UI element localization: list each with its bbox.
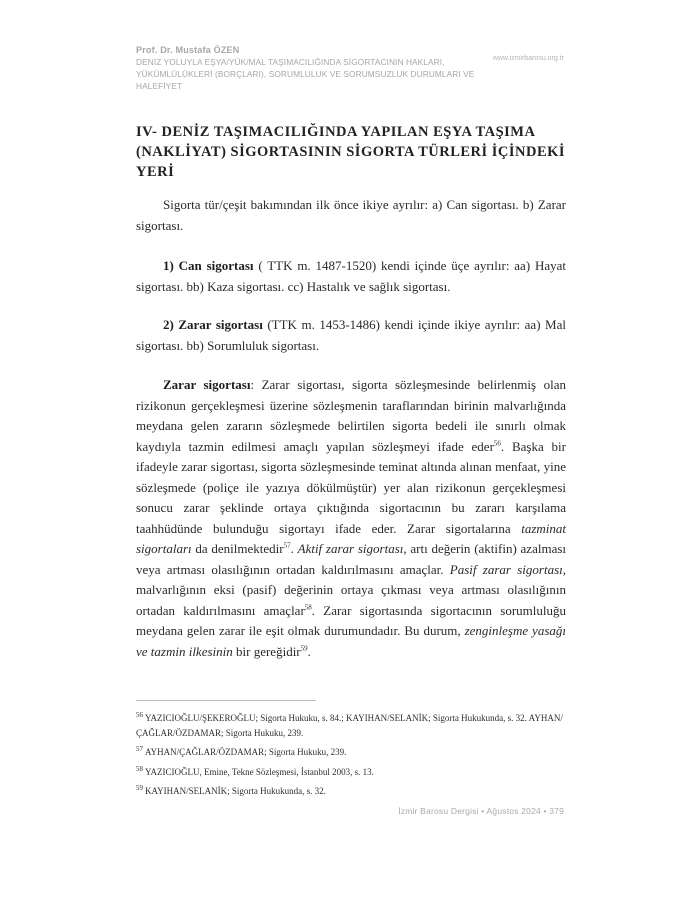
running-header-url[interactable]: www.izmirbarosu.org.tr <box>492 55 564 62</box>
footnote-separator <box>136 700 316 701</box>
footnote-number: 58 <box>136 765 143 773</box>
running-header-title: DENİZ YOLUYLA EŞYA/YÜK/MAL TAŞIMACILIĞINDA SİGORTACININ HAKLARI, YÜKÜMLÜLÜKLERİ (BORÇLARI), SORUMLULUK VE SORUMSUZLUK DURUMLARI VE HALEFİYET <box>136 57 475 91</box>
footnote-ref-56[interactable]: 56 <box>493 439 501 448</box>
footnote-58 <box>136 765 566 780</box>
paragraph-text: . Zarar sigortasında sigortacının sorumluluğu meydana gelen zarar ile eşit olmak durumundadır. Bu durum, <box>136 602 566 638</box>
term-active-damage-insurance: Aktif zarar sigortası <box>297 541 404 556</box>
footnote-56 <box>136 711 566 741</box>
paragraph-text: bir gereğidir <box>232 643 301 659</box>
footnote-text: YAZICIOĞLU, Emine, Tekne Sözleşmesi, İstanbul 2003, s. 13. <box>145 767 374 777</box>
footnote-59 <box>136 784 566 799</box>
footnote-text: AYHAN/ÇAĞLAR/ÖZDAMAR; Sigorta Hukuku, 239. <box>145 747 347 757</box>
term-damage-insurance: 2) Zarar sigortası <box>163 317 263 332</box>
term-enrichment-prohibition: zenginleşme yasağı ve tazmin ilkesinin <box>136 623 566 659</box>
section-heading: IV- DENİZ TAŞIMACILIĞINDA YAPILAN EŞYA TAŞIMA (NAKLİYAT) SİGORTASININ SİGORTA TÜRLERİ İÇİNDEKİ YERİ <box>136 124 566 180</box>
footnote-ref-59[interactable]: 59 <box>300 644 308 653</box>
footnote-57 <box>136 745 566 760</box>
paragraph-insurance-types <box>136 195 566 236</box>
paragraph-text: Sigorta tür/çeşit bakımından ilk önce ikiye ayrılır: a) Can sigortası. b) Zarar sigortası. <box>136 197 566 233</box>
paragraph-text: da denilmektedir <box>191 541 284 556</box>
paragraph-text: , artı değerin (aktifin) azalması veya artması olasılığının ortadan kaldırılmasını amaçlar. <box>136 541 567 577</box>
footnote-text: KAYIHAN/SELANİK; Sigorta Hukukunda, s. 32. <box>145 786 326 796</box>
term-life-insurance: 1) Can sigortası <box>163 258 254 273</box>
term-damage-insurance-def: Zarar sigortası <box>163 377 251 392</box>
paragraph-damage-insurance <box>136 315 566 356</box>
footnote-ref-57[interactable]: 57 <box>283 541 291 550</box>
footnote-ref-58[interactable]: 58 <box>304 603 312 612</box>
term-passive-damage-insurance: Pasif zarar sigortası <box>449 561 563 577</box>
paragraph-text: . Başka bir ifadeyle zarar sigortası, sigorta sözleşmesinde teminat altında alınan menfaat, yine sözleşmede (poliçe ile yazıya dökülmüştür) yer alan rizikonun gerçekleşmesi sonucu zarar şeklinde ortaya çıktığında sigortacının bu zararı karşılama taahhüdünde bulunduğu sigortayı ifade eder. Zarar sigortalarına <box>136 438 566 536</box>
term-indemnity-insurance: tazminat sigortaları <box>136 520 566 556</box>
footnote-number: 57 <box>136 745 143 753</box>
footnote-text: YAZICIOĞLU/ŞEKEROĞLU; Sigorta Hukuku, s. 84.; KAYIHAN/SELANİK; Sigorta Hukukunda, s. 32. AYHAN/ÇAĞLAR/ÖZDAMAR; Sigorta Hukuku, 239. <box>136 713 563 738</box>
paragraph-text: (TTK m. 1453-1486) kendi içinde ikiye ayrılır: aa) Mal sigortası. bb) Sorumluluk sigortası. <box>136 317 566 353</box>
paragraph-text: , malvarlığının eksi (pasif) değerinin ortaya çıkması veya artması olasılığının ortadan kaldırılmasını amaçlar <box>136 561 566 618</box>
page-footer: İzmir Barosu Dergisi • Ağustos 2024 • 379 <box>398 806 564 816</box>
running-header-author: Prof. Dr. Mustafa ÖZEN <box>136 45 240 55</box>
paragraph-text: ( TTK m. 1487-1520) kendi içinde üçe ayrılır: aa) Hayat sigortası. bb) Kaza sigortası. cc) Hastalık ve sağlık sigortası. <box>136 258 566 294</box>
footnote-number: 56 <box>136 711 143 719</box>
paragraph-damage-definition <box>136 375 566 662</box>
footnote-number: 59 <box>136 784 143 792</box>
paragraph-text: : Zarar sigortası, sigorta sözleşmesinde belirlenmiş olan rizikonun gerçekleşmesi üzerine sözleşmenin taraflarından birinin malvarlığında meydana gelen zararın sözleşmede belirtilen sigorta bedeli ile sınırlı olmak kaydıyla tazmin edilmesi amaçlı yapılan sözleşmeyi ifade eder <box>136 377 566 454</box>
paragraph-text: . <box>290 541 298 556</box>
paragraph-life-insurance <box>136 256 566 297</box>
paragraph-text: . <box>307 643 311 659</box>
